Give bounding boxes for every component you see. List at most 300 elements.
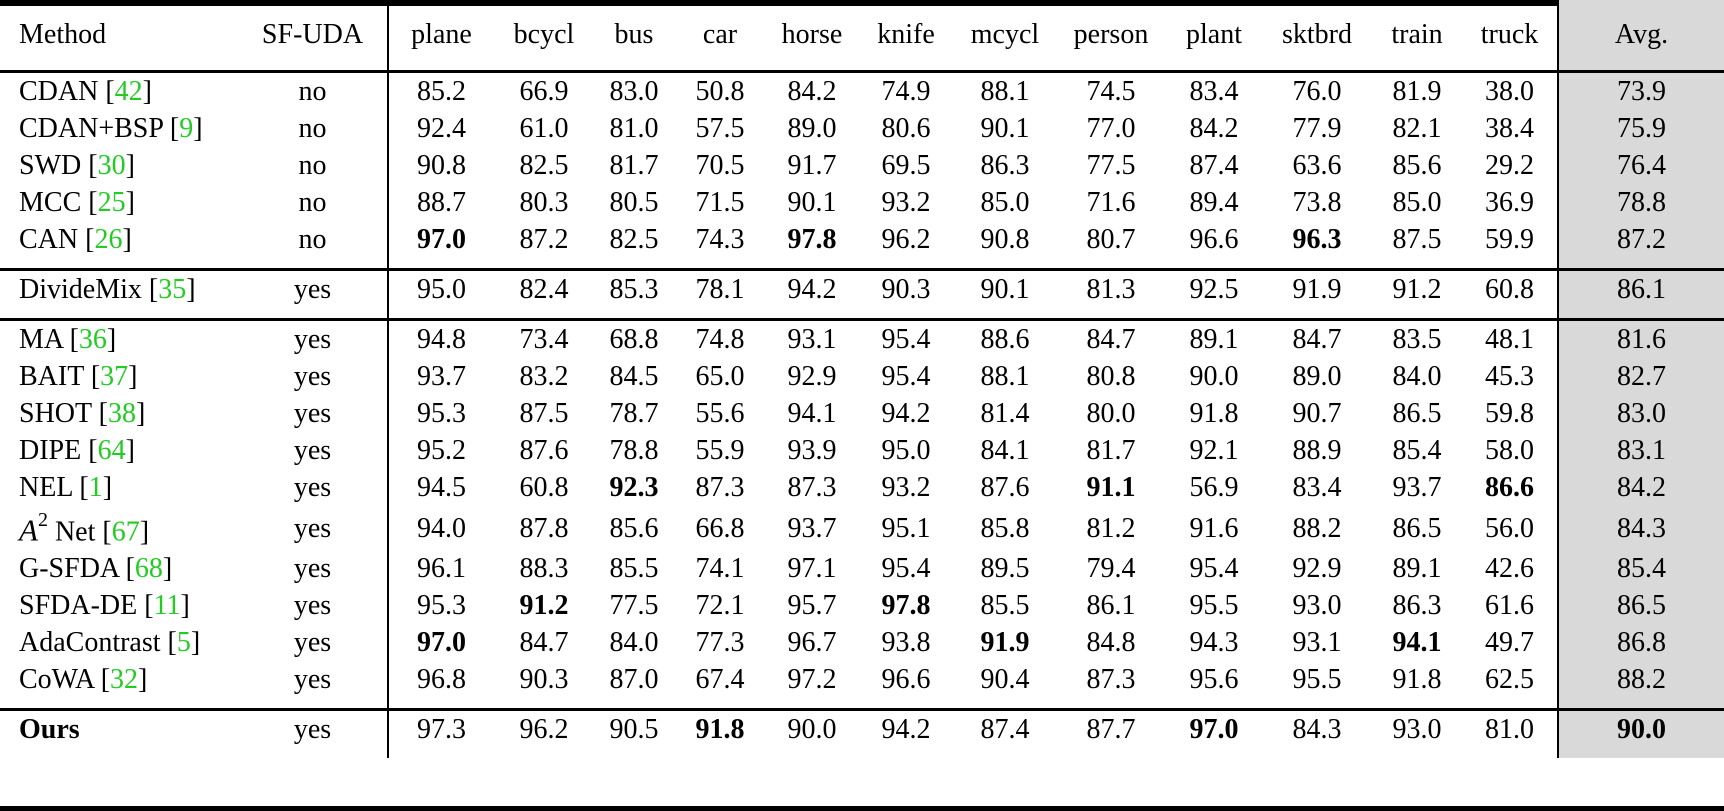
value-cell: 69.5 — [881, 150, 931, 181]
value-cell: 77.3 — [695, 627, 745, 659]
table-row — [0, 550, 1724, 587]
value-cell: 70.5 — [695, 150, 745, 181]
header-col: mcycl — [970, 19, 1040, 50]
method-cell: $A^2$ Net [67] — [19, 509, 150, 548]
header-col: car — [702, 19, 738, 50]
method-cell: G-SFDA [68] — [19, 553, 173, 585]
value-cell: 90.1 — [787, 187, 837, 218]
value-cell: 79.4 — [1086, 553, 1136, 585]
value-cell: 94.8 — [388, 321, 494, 358]
value-cell: 86.3 — [1392, 590, 1442, 622]
method-cell: CDAN+BSP [9] — [19, 113, 203, 144]
value-cell: 81.0 — [1485, 714, 1534, 746]
value-cell: 62.5 — [1485, 664, 1534, 696]
method-cell: MA [36] — [19, 324, 117, 355]
sfuda-cell: no — [298, 224, 327, 255]
method-name: SHOT — [19, 398, 92, 429]
header-sfuda: SF-UDA — [261, 19, 364, 50]
table-row — [0, 711, 1724, 748]
value-cell: 84.8 — [1086, 627, 1136, 659]
value-cell: 83.0 — [609, 76, 659, 107]
method-name: CoWA — [19, 664, 94, 696]
value-cell: 89.0 — [1292, 361, 1342, 392]
method-cell: DivideMix [35] — [19, 274, 196, 305]
value-cell: 84.0 — [1392, 361, 1442, 392]
bottom-rule — [0, 806, 1724, 811]
value-cell: 93.1 — [787, 324, 837, 355]
value-cell: 88.6 — [980, 324, 1030, 355]
value-cell: 91.8 — [695, 714, 745, 746]
value-cell: 92.4 — [388, 110, 494, 147]
value-cell: 86.1 — [1086, 590, 1136, 622]
citation-link[interactable]: 38 — [107, 398, 136, 429]
value-cell: 93.7 — [388, 358, 494, 395]
value-cell: 49.7 — [1485, 627, 1534, 659]
value-cell: 85.5 — [609, 553, 659, 585]
value-cell: 84.0 — [609, 627, 659, 659]
sfuda-cell: yes — [293, 472, 332, 503]
spacer — [0, 698, 1724, 710]
value-cell: 88.1 — [980, 76, 1030, 107]
value-cell: 82.5 — [519, 150, 569, 181]
value-cell: 95.4 — [881, 553, 931, 585]
value-cell: 56.9 — [1189, 472, 1239, 503]
value-cell: 88.9 — [1292, 435, 1342, 466]
table-row — [0, 506, 1724, 550]
value-cell: 78.7 — [609, 398, 659, 429]
table-row — [0, 587, 1724, 624]
method-name: DivideMix — [19, 274, 142, 305]
value-cell: 91.7 — [787, 150, 837, 181]
table-row — [0, 221, 1724, 258]
header-col: bcycl — [513, 19, 575, 50]
value-cell: 63.6 — [1292, 150, 1342, 181]
sfuda-cell: yes — [293, 512, 332, 544]
value-cell: 90.7 — [1292, 398, 1342, 429]
value-cell: 87.3 — [787, 472, 837, 503]
value-cell: 36.9 — [1485, 187, 1534, 218]
value-cell: 90.4 — [980, 664, 1030, 696]
value-cell: 94.2 — [881, 398, 931, 429]
avg-cell: 86.5 — [1558, 587, 1724, 624]
spacer — [0, 748, 1724, 758]
citation-link[interactable]: 25 — [97, 187, 126, 218]
value-cell: 91.2 — [519, 590, 569, 622]
avg-cell: 83.0 — [1558, 395, 1724, 432]
avg-cell: 81.6 — [1558, 321, 1724, 358]
value-cell: 91.8 — [1392, 664, 1442, 696]
value-cell: 94.2 — [881, 714, 931, 746]
value-cell: 88.2 — [1292, 512, 1342, 544]
value-cell: 95.4 — [1189, 553, 1239, 585]
value-cell: 89.0 — [787, 113, 837, 144]
value-cell: 93.2 — [881, 187, 931, 218]
method-name: SFDA-DE — [19, 590, 138, 622]
value-cell: 58.0 — [1485, 435, 1534, 466]
value-cell: 97.0 — [1189, 714, 1239, 746]
table-row — [0, 432, 1724, 469]
value-cell: 68.8 — [609, 324, 659, 355]
avg-cell: 78.8 — [1558, 184, 1724, 221]
value-cell: 93.9 — [787, 435, 837, 466]
value-cell: 78.8 — [609, 435, 659, 466]
avg-cell: 82.7 — [1558, 358, 1724, 395]
value-cell: 93.1 — [1292, 627, 1342, 659]
table-row — [0, 321, 1724, 358]
value-cell: 38.4 — [1485, 113, 1534, 144]
value-cell: 96.1 — [388, 550, 494, 587]
value-cell: 91.9 — [1292, 274, 1342, 305]
value-cell: 66.8 — [695, 512, 745, 544]
value-cell: 45.3 — [1485, 361, 1534, 392]
value-cell: 94.3 — [1189, 627, 1239, 659]
value-cell: 95.1 — [881, 512, 931, 544]
table-row — [0, 271, 1724, 308]
value-cell: 83.4 — [1292, 472, 1342, 503]
value-cell: 60.8 — [519, 472, 569, 503]
avg-cell: 86.1 — [1558, 271, 1724, 308]
value-cell: 77.5 — [1086, 150, 1136, 181]
value-cell: 81.3 — [1086, 274, 1136, 305]
value-cell: 97.2 — [787, 664, 837, 696]
value-cell: 85.3 — [609, 274, 659, 305]
value-cell: 87.4 — [980, 714, 1030, 746]
method-name: MCC — [19, 187, 82, 218]
method-cell: CAN [26] — [19, 224, 132, 255]
value-cell: 97.8 — [787, 224, 837, 255]
method-name: Net — [54, 516, 96, 548]
value-cell: 82.4 — [519, 274, 569, 305]
value-cell: 67.4 — [695, 664, 745, 696]
value-cell: 97.1 — [787, 553, 837, 585]
value-cell: 74.1 — [695, 553, 745, 585]
spacer — [0, 258, 1724, 270]
table-row — [0, 147, 1724, 184]
avg-cell: 90.0 — [1558, 711, 1724, 748]
avg-cell: 84.2 — [1558, 469, 1724, 506]
value-cell: 89.1 — [1189, 324, 1239, 355]
value-cell: 86.5 — [1392, 398, 1442, 429]
value-cell: 61.6 — [1485, 590, 1534, 622]
sfuda-cell: yes — [293, 274, 332, 305]
value-cell: 84.3 — [1292, 714, 1342, 746]
value-cell: 80.5 — [609, 187, 659, 218]
method-superscript: 2 — [37, 509, 48, 531]
method-cell: SWD [30] — [19, 150, 135, 181]
avg-cell: 73.9 — [1558, 73, 1724, 110]
value-cell: 61.0 — [519, 113, 569, 144]
value-cell: 88.7 — [388, 184, 494, 221]
value-cell: 90.5 — [609, 714, 659, 746]
header-col: bus — [614, 19, 654, 50]
table-row — [0, 358, 1724, 395]
value-cell: 81.9 — [1392, 76, 1442, 107]
value-cell: 91.8 — [1189, 398, 1239, 429]
sfuda-cell: yes — [293, 627, 332, 659]
table-row — [0, 661, 1724, 698]
method-name: SWD — [19, 150, 82, 181]
method-name: Ours — [19, 714, 80, 746]
value-cell: 91.2 — [1392, 274, 1442, 305]
citation-link[interactable]: 9 — [179, 113, 194, 144]
value-cell: 93.7 — [1392, 472, 1442, 503]
value-cell: 38.0 — [1485, 76, 1534, 107]
value-cell: 87.4 — [1189, 150, 1239, 181]
value-cell: 92.9 — [1292, 553, 1342, 585]
value-cell: 59.9 — [1485, 224, 1534, 255]
citation-link[interactable]: 30 — [97, 150, 126, 181]
value-cell: 95.4 — [881, 361, 931, 392]
value-cell: 86.3 — [980, 150, 1030, 181]
citation-link[interactable]: 36 — [78, 324, 107, 355]
value-cell: 87.5 — [1392, 224, 1442, 255]
citation-link[interactable]: 68 — [134, 553, 163, 585]
value-cell: 72.1 — [695, 590, 745, 622]
citation-link[interactable]: 11 — [153, 590, 181, 622]
value-cell: 71.6 — [1086, 187, 1136, 218]
method-name: CDAN — [19, 76, 99, 107]
value-cell: 65.0 — [695, 361, 745, 392]
value-cell: 88.3 — [519, 553, 569, 585]
value-cell: 92.3 — [609, 472, 659, 503]
value-cell: 91.1 — [1086, 472, 1136, 503]
value-cell: 77.0 — [1086, 113, 1136, 144]
value-cell: 84.2 — [1189, 113, 1239, 144]
sfuda-cell: yes — [293, 324, 332, 355]
citation-link[interactable]: 64 — [97, 435, 126, 466]
value-cell: 48.1 — [1485, 324, 1534, 355]
method-cell: BAIT [37] — [19, 361, 138, 392]
citation-link[interactable]: 26 — [94, 224, 123, 255]
value-cell: 89.5 — [980, 553, 1030, 585]
header-col: sktbrd — [1282, 19, 1352, 50]
value-cell: 96.2 — [519, 714, 569, 746]
method-name: DIPE — [19, 435, 82, 466]
value-cell: 96.7 — [787, 627, 837, 659]
method-cell: DIPE [64] — [19, 435, 135, 466]
value-cell: 91.9 — [980, 627, 1030, 659]
value-cell: 85.5 — [980, 590, 1030, 622]
value-cell: 77.5 — [609, 590, 659, 622]
value-cell: 97.0 — [388, 221, 494, 258]
header-col: plant — [1186, 19, 1242, 50]
value-cell: 93.8 — [881, 627, 931, 659]
value-cell: 74.9 — [881, 76, 931, 107]
value-cell: 87.5 — [519, 398, 569, 429]
value-cell: 85.6 — [1392, 150, 1442, 181]
avg-cell: 83.1 — [1558, 432, 1724, 469]
avg-cell: 87.2 — [1558, 221, 1724, 258]
citation-link[interactable]: 37 — [100, 361, 129, 392]
value-cell: 80.0 — [1086, 398, 1136, 429]
header-col: plane — [388, 0, 494, 72]
sfuda-cell: yes — [293, 553, 332, 585]
value-cell: 87.6 — [980, 472, 1030, 503]
value-cell: 94.1 — [1392, 627, 1442, 659]
citation-link[interactable]: 35 — [158, 274, 187, 305]
value-cell: 95.0 — [388, 271, 494, 308]
value-cell: 86.6 — [1485, 472, 1534, 503]
citation-link[interactable]: 32 — [110, 664, 139, 696]
method-name: G-SFDA — [19, 553, 119, 585]
avg-cell: 86.8 — [1558, 624, 1724, 661]
value-cell: 94.5 — [388, 469, 494, 506]
sfuda-cell: no — [298, 150, 327, 181]
value-cell: 94.2 — [787, 274, 837, 305]
value-cell: 93.0 — [1392, 714, 1442, 746]
citation-link[interactable]: 67 — [111, 516, 140, 548]
method-name: MA — [19, 324, 63, 355]
value-cell: 87.3 — [1086, 664, 1136, 696]
value-cell: 80.3 — [519, 187, 569, 218]
value-cell: 55.9 — [695, 435, 745, 466]
header-method: Method — [19, 19, 107, 50]
value-cell: 85.2 — [388, 73, 494, 110]
header-row — [0, 0, 1724, 72]
value-cell: 90.1 — [980, 113, 1030, 144]
value-cell: 94.1 — [787, 398, 837, 429]
value-cell: 80.6 — [881, 113, 931, 144]
sfuda-cell: no — [298, 76, 327, 107]
value-cell: 96.6 — [881, 664, 931, 696]
method-cell: NEL [1] — [19, 472, 113, 503]
value-cell: 87.8 — [519, 512, 569, 544]
avg-cell: 88.2 — [1558, 661, 1724, 698]
method-cell: MCC [25] — [19, 187, 135, 218]
value-cell: 83.5 — [1392, 324, 1442, 355]
sfuda-cell: no — [298, 187, 327, 218]
value-cell: 97.8 — [881, 590, 931, 622]
method-cell: CoWA [32] — [19, 664, 148, 696]
value-cell: 59.8 — [1485, 398, 1534, 429]
value-cell: 50.8 — [695, 76, 745, 107]
value-cell: 80.7 — [1086, 224, 1136, 255]
value-cell: 78.1 — [695, 274, 745, 305]
value-cell: 85.0 — [980, 187, 1030, 218]
value-cell: 96.6 — [1189, 224, 1239, 255]
value-cell: 84.1 — [980, 435, 1030, 466]
sfuda-cell: yes — [293, 664, 332, 696]
avg-cell: 76.4 — [1558, 147, 1724, 184]
value-cell: 90.0 — [1189, 361, 1239, 392]
value-cell: 71.5 — [695, 187, 745, 218]
method-name: CDAN+BSP — [19, 113, 163, 144]
value-cell: 86.5 — [1392, 512, 1442, 544]
citation-link[interactable]: 5 — [176, 627, 191, 659]
value-cell: 90.0 — [787, 714, 837, 746]
citation-link[interactable]: 42 — [114, 76, 143, 107]
value-cell: 97.0 — [388, 624, 494, 661]
value-cell: 95.4 — [881, 324, 931, 355]
value-cell: 74.8 — [695, 324, 745, 355]
table-row — [0, 110, 1724, 147]
value-cell: 83.2 — [519, 361, 569, 392]
value-cell: 90.1 — [980, 274, 1030, 305]
value-cell: 93.2 — [881, 472, 931, 503]
avg-cell: 85.4 — [1558, 550, 1724, 587]
sfuda-cell: yes — [293, 714, 332, 746]
value-cell: 95.2 — [388, 432, 494, 469]
table-row — [0, 469, 1724, 506]
method-name: NEL — [19, 472, 73, 503]
value-cell: 96.2 — [881, 224, 931, 255]
value-cell: 87.3 — [695, 472, 745, 503]
value-cell: 95.6 — [1189, 664, 1239, 696]
value-cell: 93.0 — [1292, 590, 1342, 622]
value-cell: 84.2 — [787, 76, 837, 107]
method-cell: SFDA-DE [11] — [19, 590, 190, 622]
value-cell: 95.5 — [1292, 664, 1342, 696]
value-cell: 95.5 — [1189, 590, 1239, 622]
method-cell: CDAN [42] — [19, 76, 152, 107]
citation-link[interactable]: 1 — [88, 472, 103, 503]
method-name: AdaContrast — [19, 627, 161, 659]
value-cell: 90.3 — [881, 274, 931, 305]
value-cell: 85.4 — [1392, 435, 1442, 466]
table-row — [0, 184, 1724, 221]
sfuda-cell: yes — [293, 361, 332, 392]
value-cell: 74.3 — [695, 224, 745, 255]
value-cell: 90.8 — [980, 224, 1030, 255]
table-row — [0, 395, 1724, 432]
value-cell: 85.6 — [609, 512, 659, 544]
method-cell — [0, 711, 238, 748]
value-cell: 92.1 — [1189, 435, 1239, 466]
value-cell: 66.9 — [519, 76, 569, 107]
value-cell: 93.7 — [787, 512, 837, 544]
avg-cell: 84.3 — [1558, 506, 1724, 550]
value-cell: 73.4 — [519, 324, 569, 355]
value-cell: 89.1 — [1392, 553, 1442, 585]
spacer — [0, 308, 1724, 320]
value-cell: 60.8 — [1485, 274, 1534, 305]
value-cell: 92.9 — [787, 361, 837, 392]
value-cell: 82.1 — [1392, 113, 1442, 144]
sfuda-cell: no — [298, 113, 327, 144]
value-cell: 81.7 — [1086, 435, 1136, 466]
value-cell: 81.7 — [609, 150, 659, 181]
value-cell: 87.0 — [609, 664, 659, 696]
value-cell: 83.4 — [1189, 76, 1239, 107]
value-cell: 90.8 — [388, 147, 494, 184]
value-cell: 87.6 — [519, 435, 569, 466]
value-cell: 81.0 — [609, 113, 659, 144]
value-cell: 95.3 — [388, 587, 494, 624]
value-cell: 84.5 — [609, 361, 659, 392]
table-row — [0, 73, 1724, 110]
value-cell: 55.6 — [695, 398, 745, 429]
value-cell: 96.8 — [388, 661, 494, 698]
value-cell: 29.2 — [1485, 150, 1534, 181]
value-cell: 81.4 — [980, 398, 1030, 429]
value-cell: 89.4 — [1189, 187, 1239, 218]
value-cell: 80.8 — [1086, 361, 1136, 392]
value-cell: 42.6 — [1485, 553, 1534, 585]
header-avg: Avg. — [1558, 0, 1724, 72]
value-cell: 74.5 — [1086, 76, 1136, 107]
header-col: train — [1391, 19, 1443, 50]
method-cell: SHOT [38] — [19, 398, 146, 429]
value-cell: 95.3 — [388, 395, 494, 432]
method-prefix: A — [19, 512, 38, 548]
value-cell: 87.7 — [1086, 714, 1136, 746]
value-cell: 85.8 — [980, 512, 1030, 544]
value-cell: 85.0 — [1392, 187, 1442, 218]
value-cell: 84.7 — [1086, 324, 1136, 355]
sfuda-cell: yes — [293, 398, 332, 429]
value-cell: 94.0 — [388, 506, 494, 550]
method-name: BAIT — [19, 361, 84, 392]
